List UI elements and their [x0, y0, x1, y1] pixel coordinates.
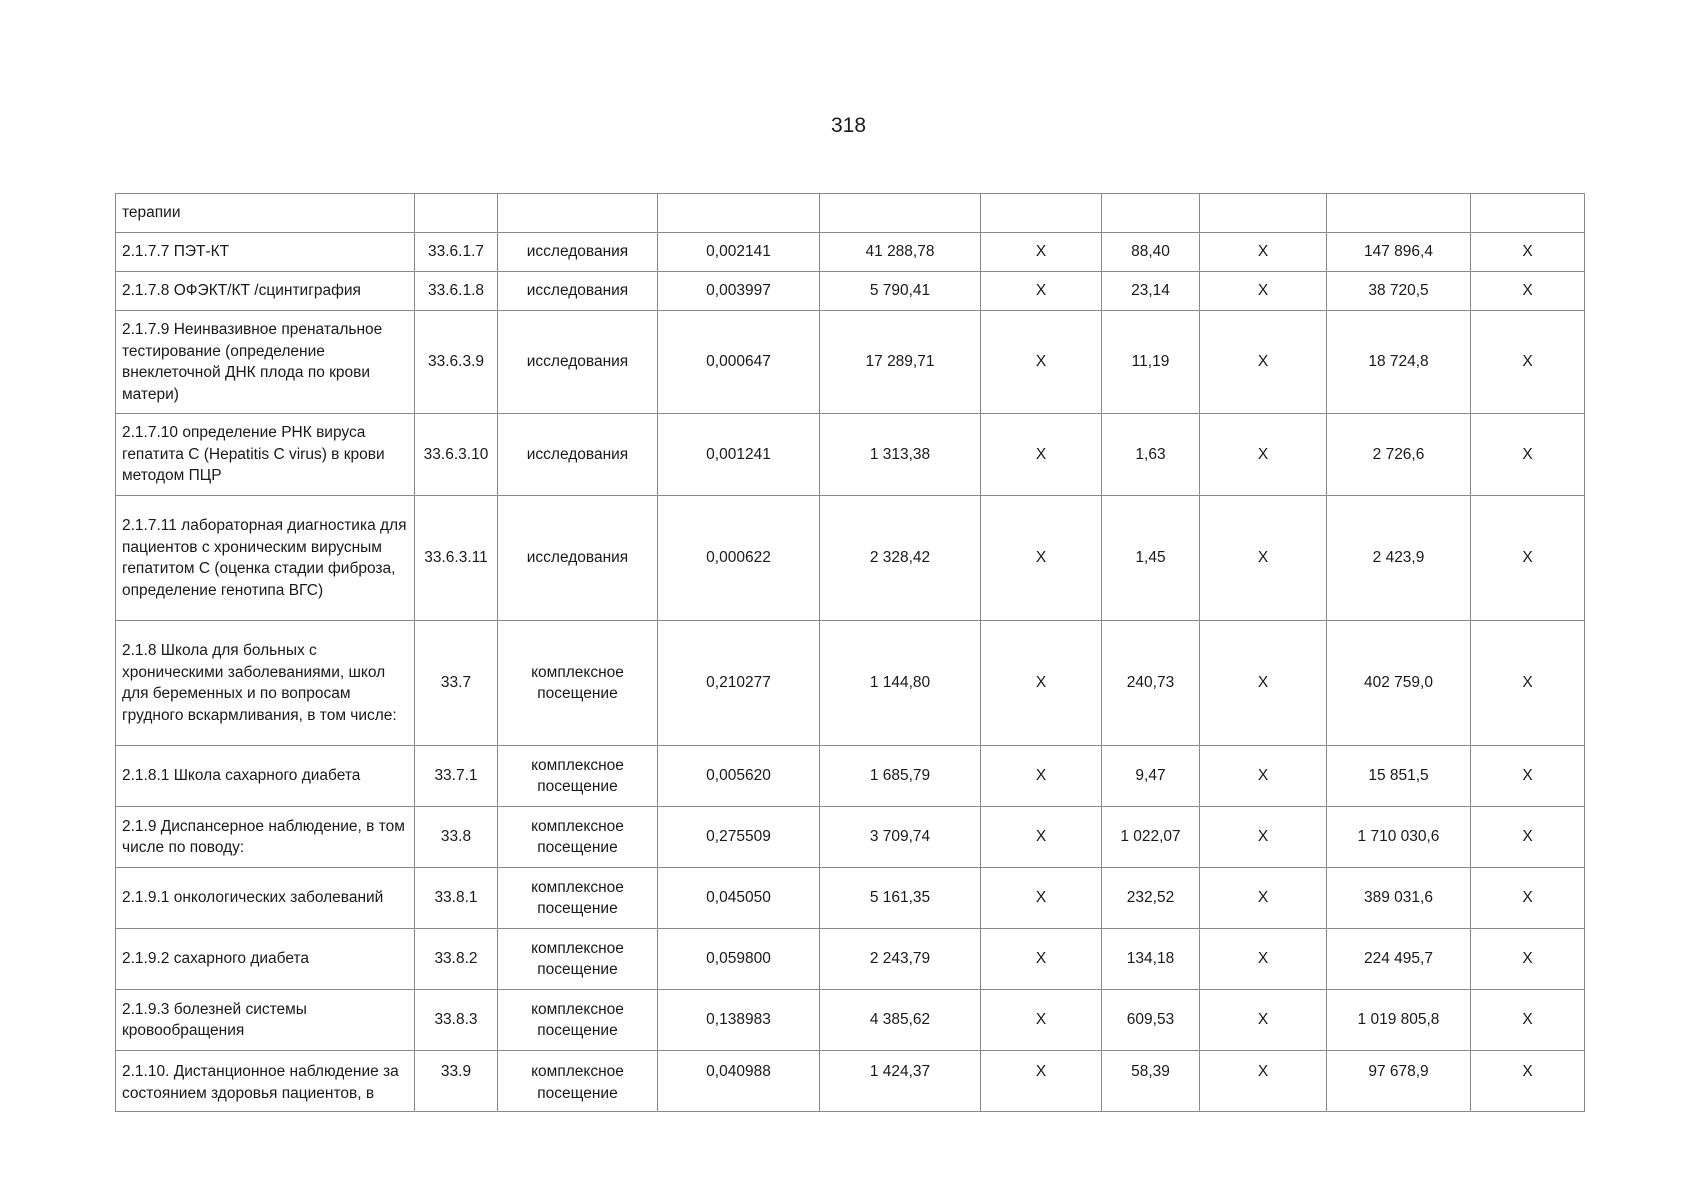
- row-name: 2.1.7.8 ОФЭКТ/КТ /сцинтиграфия: [116, 272, 415, 311]
- row-unit: комплексное посещение: [498, 990, 658, 1051]
- table-row: [116, 233, 1585, 272]
- table-row: [116, 272, 1585, 311]
- row-code: 33.7: [415, 621, 498, 746]
- row-unit: комплексное посещение: [498, 868, 658, 929]
- row-unit: исследования: [498, 272, 658, 311]
- row-unit: исследования: [498, 414, 658, 496]
- row-value-1: 0,040988: [658, 1051, 820, 1112]
- row-name: терапии: [116, 194, 415, 233]
- row-code: 33.6.3.10: [415, 414, 498, 496]
- row-code: 33.8: [415, 807, 498, 868]
- table-row: [116, 990, 1585, 1051]
- row-value-1: 0,138983: [658, 990, 820, 1051]
- row-value-5: X: [1200, 990, 1327, 1051]
- table-row: [116, 929, 1585, 990]
- row-value-2: 3 709,74: [820, 807, 981, 868]
- row-name: 2.1.9.2 сахарного диабета: [116, 929, 415, 990]
- row-value-2: 2 328,42: [820, 496, 981, 621]
- row-value-6: 18 724,8: [1327, 311, 1471, 414]
- row-value-1: 0,210277: [658, 621, 820, 746]
- row-value-5: X: [1200, 311, 1327, 414]
- table-row: [116, 868, 1585, 929]
- row-code: 33.6.3.11: [415, 496, 498, 621]
- row-value-4: 1,45: [1102, 496, 1200, 621]
- row-value-5: X: [1200, 272, 1327, 311]
- row-name: 2.1.8 Школа для больных с хроническими заболеваниями, школ для беременных и по вопросам грудного вскармливания, в том числе:: [116, 621, 415, 746]
- row-value-3: X: [981, 272, 1102, 311]
- row-value-6: 2 726,6: [1327, 414, 1471, 496]
- row-value-3: X: [981, 807, 1102, 868]
- row-value-7: X: [1471, 621, 1585, 746]
- row-value-5: [1200, 194, 1327, 233]
- row-value-1: 0,059800: [658, 929, 820, 990]
- row-value-2: 2 243,79: [820, 929, 981, 990]
- row-name: 2.1.7.9 Неинвазивное пренатальное тестирование (определение внеклеточной ДНК плода по крови матери): [116, 311, 415, 414]
- row-value-2: 1 313,38: [820, 414, 981, 496]
- row-value-6: 1 019 805,8: [1327, 990, 1471, 1051]
- row-value-7: X: [1471, 868, 1585, 929]
- row-value-3: X: [981, 990, 1102, 1051]
- row-value-6: 38 720,5: [1327, 272, 1471, 311]
- row-value-1: 0,000622: [658, 496, 820, 621]
- row-value-3: X: [981, 929, 1102, 990]
- row-value-7: X: [1471, 807, 1585, 868]
- table-row: [116, 807, 1585, 868]
- row-value-7: X: [1471, 1051, 1585, 1112]
- row-value-7: X: [1471, 746, 1585, 807]
- row-value-1: 0,001241: [658, 414, 820, 496]
- row-value-6: 389 031,6: [1327, 868, 1471, 929]
- row-value-4: 88,40: [1102, 233, 1200, 272]
- row-value-2: 5 790,41: [820, 272, 981, 311]
- row-value-2: 5 161,35: [820, 868, 981, 929]
- data-table: [115, 193, 1585, 1112]
- row-value-7: X: [1471, 990, 1585, 1051]
- row-code: 33.8.3: [415, 990, 498, 1051]
- row-code: 33.6.1.8: [415, 272, 498, 311]
- row-value-3: X: [981, 746, 1102, 807]
- row-unit: [498, 194, 658, 233]
- row-value-1: 0,045050: [658, 868, 820, 929]
- row-code: 33.6.3.9: [415, 311, 498, 414]
- row-value-2: [820, 194, 981, 233]
- row-value-4: 58,39: [1102, 1051, 1200, 1112]
- row-value-1: 0,003997: [658, 272, 820, 311]
- row-value-1: 0,000647: [658, 311, 820, 414]
- row-value-3: X: [981, 868, 1102, 929]
- row-value-1: 0,005620: [658, 746, 820, 807]
- row-unit: исследования: [498, 311, 658, 414]
- row-unit: исследования: [498, 233, 658, 272]
- table-row: [116, 621, 1585, 746]
- row-value-6: 97 678,9: [1327, 1051, 1471, 1112]
- row-value-1: 0,002141: [658, 233, 820, 272]
- row-value-3: X: [981, 414, 1102, 496]
- row-value-5: X: [1200, 746, 1327, 807]
- row-value-2: 1 144,80: [820, 621, 981, 746]
- row-value-3: X: [981, 233, 1102, 272]
- row-value-5: X: [1200, 807, 1327, 868]
- row-value-1: 0,275509: [658, 807, 820, 868]
- table-row: [116, 414, 1585, 496]
- row-value-5: X: [1200, 496, 1327, 621]
- row-name: 2.1.9.3 болезней системы кровообращения: [116, 990, 415, 1051]
- table-row: [116, 496, 1585, 621]
- row-code: 33.9: [415, 1051, 498, 1112]
- row-value-6: 224 495,7: [1327, 929, 1471, 990]
- row-value-7: X: [1471, 311, 1585, 414]
- row-unit: комплексное посещение: [498, 929, 658, 990]
- row-value-2: 17 289,71: [820, 311, 981, 414]
- page-number: 318: [830, 114, 867, 137]
- row-value-5: X: [1200, 1051, 1327, 1112]
- row-value-6: 15 851,5: [1327, 746, 1471, 807]
- table-row: [116, 1051, 1585, 1112]
- row-value-7: X: [1471, 496, 1585, 621]
- row-name: 2.1.9.1 онкологических заболеваний: [116, 868, 415, 929]
- row-value-4: 11,19: [1102, 311, 1200, 414]
- row-value-3: X: [981, 311, 1102, 414]
- row-value-3: X: [981, 496, 1102, 621]
- row-code: 33.8.2: [415, 929, 498, 990]
- row-code: 33.7.1: [415, 746, 498, 807]
- row-value-1: [658, 194, 820, 233]
- row-code: [415, 194, 498, 233]
- row-name: 2.1.7.11 лабораторная диагностика для пациентов с хроническим вирусным гепатитом С (оценка стадии фиброза, определение генотипа ВГС): [116, 496, 415, 621]
- row-value-3: X: [981, 621, 1102, 746]
- row-unit: комплексное посещение: [498, 621, 658, 746]
- row-value-2: 1 685,79: [820, 746, 981, 807]
- row-value-6: [1327, 194, 1471, 233]
- row-name: 2.1.7.7 ПЭТ-КТ: [116, 233, 415, 272]
- row-value-7: X: [1471, 272, 1585, 311]
- row-value-5: X: [1200, 868, 1327, 929]
- row-name: 2.1.8.1 Школа сахарного диабета: [116, 746, 415, 807]
- row-value-2: 41 288,78: [820, 233, 981, 272]
- row-value-4: 240,73: [1102, 621, 1200, 746]
- row-value-3: X: [981, 1051, 1102, 1112]
- row-value-4: 1,63: [1102, 414, 1200, 496]
- row-code: 33.8.1: [415, 868, 498, 929]
- row-value-4: 232,52: [1102, 868, 1200, 929]
- row-value-5: X: [1200, 414, 1327, 496]
- row-value-7: X: [1471, 414, 1585, 496]
- row-unit: исследования: [498, 496, 658, 621]
- row-value-5: X: [1200, 621, 1327, 746]
- row-value-4: [1102, 194, 1200, 233]
- row-value-4: 134,18: [1102, 929, 1200, 990]
- row-name: 2.1.7.10 определение РНК вируса гепатита С (Hepatitis C virus) в крови методом ПЦР: [116, 414, 415, 496]
- row-name: 2.1.10. Дистанционное наблюдение за состоянием здоровья пациентов, в: [116, 1051, 415, 1112]
- table-row: [116, 746, 1585, 807]
- row-value-7: [1471, 194, 1585, 233]
- table-row: [116, 311, 1585, 414]
- row-value-3: [981, 194, 1102, 233]
- row-value-6: 402 759,0: [1327, 621, 1471, 746]
- table-row: [116, 194, 1585, 233]
- row-value-7: X: [1471, 233, 1585, 272]
- row-value-6: 147 896,4: [1327, 233, 1471, 272]
- row-value-6: 1 710 030,6: [1327, 807, 1471, 868]
- row-value-4: 23,14: [1102, 272, 1200, 311]
- row-value-5: X: [1200, 233, 1327, 272]
- row-value-5: X: [1200, 929, 1327, 990]
- row-value-4: 9,47: [1102, 746, 1200, 807]
- row-unit: комплексное посещение: [498, 746, 658, 807]
- row-value-4: 609,53: [1102, 990, 1200, 1051]
- row-code: 33.6.1.7: [415, 233, 498, 272]
- row-name: 2.1.9 Диспансерное наблюдение, в том числе по поводу:: [116, 807, 415, 868]
- row-value-7: X: [1471, 929, 1585, 990]
- row-value-2: 1 424,37: [820, 1051, 981, 1112]
- row-value-6: 2 423,9: [1327, 496, 1471, 621]
- row-value-4: 1 022,07: [1102, 807, 1200, 868]
- row-unit: комплексное посещение: [498, 1051, 658, 1112]
- row-unit: комплексное посещение: [498, 807, 658, 868]
- row-value-2: 4 385,62: [820, 990, 981, 1051]
